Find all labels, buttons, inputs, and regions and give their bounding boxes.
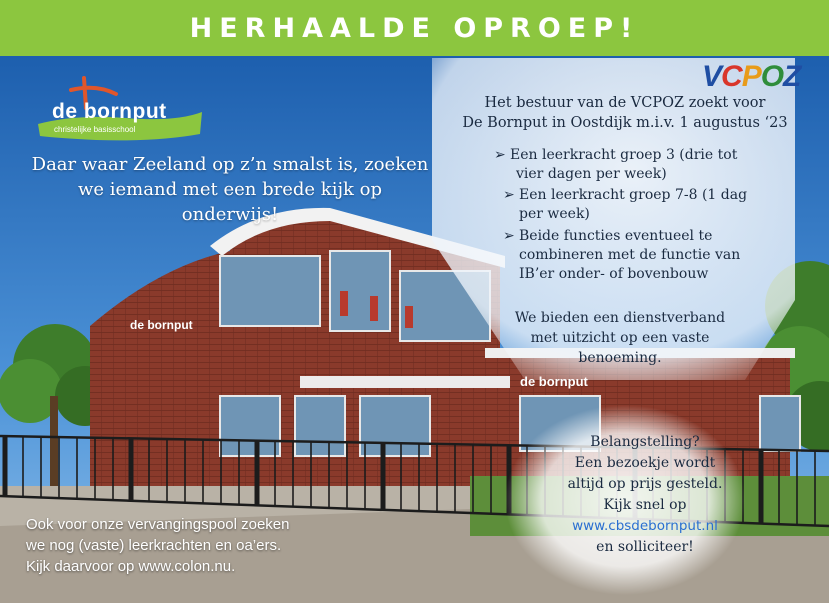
- building-sign: de bornput: [520, 374, 588, 389]
- pool-line: Kijk daarvoor op www.colon.nu.: [26, 558, 236, 575]
- vacancy-item: [494, 146, 780, 184]
- vcpoz-letter: C: [721, 60, 742, 93]
- arrow-bullet-icon: ➢: [503, 187, 515, 203]
- tagline: Daar waar Zeeland op z’n smalst is, zoeken we iemand met een brede kijk op onderwijs!: [31, 154, 429, 225]
- vacancy-line: vier dagen per week): [516, 166, 667, 182]
- vacancy-item: [503, 227, 779, 284]
- vacancy-intro: [460, 93, 790, 133]
- vcpoz-letter: V: [702, 60, 722, 93]
- vcpoz-logo: [702, 60, 800, 94]
- pool-line: we nog (vaste) leerkrachten en oa’ers.: [26, 537, 282, 554]
- vcpoz-letter: P: [741, 60, 761, 93]
- offer-line: benoeming.: [578, 350, 662, 366]
- arrow-bullet-icon: ➢: [503, 228, 515, 244]
- intro-line: Het bestuur van de VCPOZ zoekt voor: [484, 95, 766, 111]
- cta-line: Een bezoekje wordt: [574, 455, 716, 471]
- logo-name: de bornput: [52, 100, 167, 123]
- pool-line: Ook voor onze vervangingspool zoeken: [26, 516, 290, 533]
- cta-line: en solliciteer!: [596, 539, 694, 555]
- vacancy-line: combineren met de functie van: [519, 247, 741, 263]
- vacancy-line: Beide functies eventueel te: [519, 228, 713, 244]
- offer-line: met uitzicht op een vaste: [530, 330, 710, 346]
- vacancy-line: per week): [519, 206, 590, 222]
- school-website-link[interactable]: www.cbsdebornput.nl: [572, 518, 718, 534]
- banner-title: HERHAALDE OPROEP!: [189, 12, 640, 44]
- logo-subtitle: christelijke basisschool: [54, 125, 136, 134]
- cta-line: altijd op prijs gesteld.: [567, 476, 723, 492]
- substitute-pool-note: [26, 514, 316, 577]
- vacancy-line: Een leerkracht groep 7-8 (1 dag: [519, 187, 748, 203]
- vacancy-line: IB’er onder- of bovenbouw: [519, 266, 709, 282]
- vacancy-line: Een leerkracht groep 3 (drie tot: [510, 147, 738, 163]
- cta-line: Kijk snel op: [603, 497, 687, 513]
- call-to-action: [520, 432, 770, 558]
- intro-line: De Bornput in Oostdijk m.i.v. 1 augustus ‘23: [462, 115, 788, 131]
- cta-line: Belangstelling?: [590, 434, 700, 450]
- offer-text: [505, 308, 735, 368]
- building-sign: de bornput: [130, 318, 193, 332]
- vcpoz-letter: Z: [783, 60, 801, 93]
- vcpoz-letter: O: [760, 60, 784, 93]
- arrow-bullet-icon: ➢: [494, 147, 506, 163]
- vacancy-item: [503, 186, 779, 224]
- offer-line: We bieden een dienstverband: [514, 310, 726, 326]
